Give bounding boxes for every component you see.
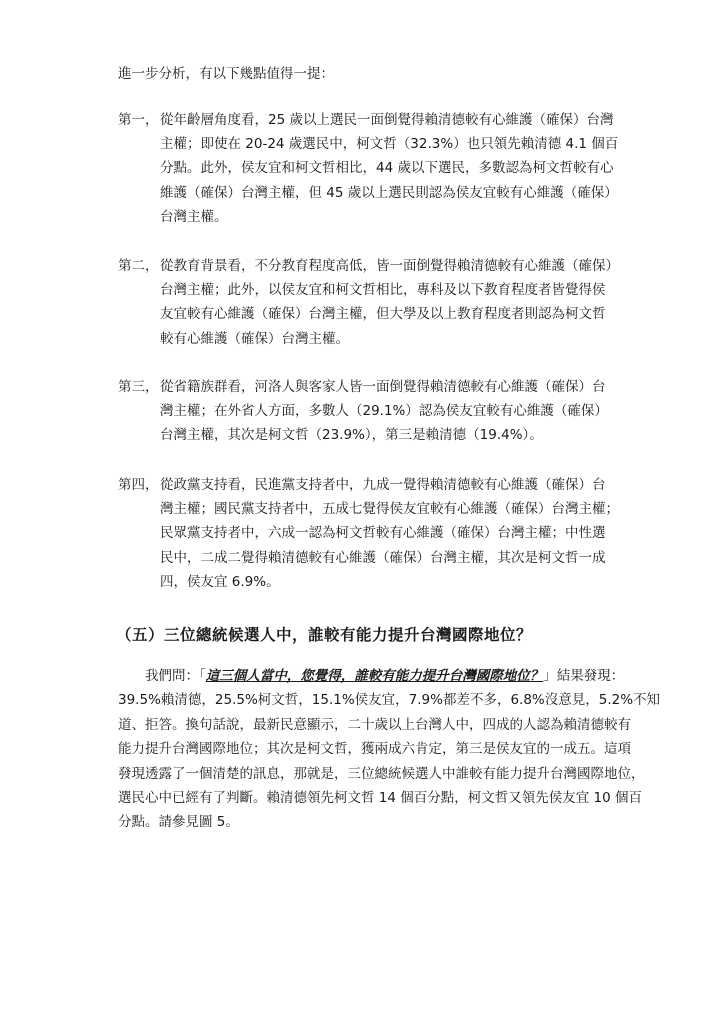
point-line: 民中，二成二覺得賴清德較有心維護（確保）台灣主權，其次是柯文哲一成 <box>160 549 606 566</box>
point-marker: 第一， <box>118 112 159 128</box>
question-suffix: 」結果發現： <box>543 668 625 684</box>
results-line: 道、拒答。換句話說，最新民意顯示，二十歲以上台灣人中，四成的人認為賴清德較有 <box>118 716 631 733</box>
point-marker: 第二， <box>118 258 159 274</box>
point-line: 台灣主權；此外，以侯友宜和柯文哲相比，專科及以下教育程度者皆覺得侯 <box>160 282 606 299</box>
point-line: 民眾黨支持者中，六成一認為柯文哲較有心維護（確保）台灣主權；中性選 <box>160 525 606 542</box>
point-marker: 第三， <box>118 379 159 395</box>
point-line: 台灣主權，其次是柯文哲（23.9%），第三是賴清德（19.4%）。 <box>160 427 543 444</box>
question-prefix: 我們問：「 <box>145 668 206 684</box>
point-line: 從教育背景看，不分教育程度高低，皆一面倒覺得賴清德較有心維護（確保） <box>160 258 619 274</box>
point-4 <box>118 473 648 594</box>
point-line: 從年齡層角度看，25 歲以上選民一面倒覺得賴清德較有心維護（確保）台灣 <box>160 112 614 128</box>
point-2 <box>118 254 648 351</box>
point-line: 台灣主權。 <box>160 208 228 225</box>
point-line: 從政黨支持看，民進黨支持者中，九成一覺得賴清德較有心維護（確保）台 <box>160 477 606 493</box>
results-line: 選民心中已經有了判斷。賴清德領先柯文哲 14 個百分點，柯文哲又領先侯友宜 10 個百 <box>118 790 643 807</box>
results-line: 發現透露了一個清楚的訊息，那就是，三位總統候選人中誰較有能力提升台灣國際地位， <box>118 765 645 782</box>
point-3 <box>118 375 648 448</box>
section-heading: （五）三位總統候選人中，誰較有能力提升台灣國際地位？ <box>116 626 533 644</box>
results-line: 39.5%賴清德，25.5%柯文哲，15.1%侯友宜，7.9%都差不多，6.8%沒意見，5.2%不知 <box>118 692 661 709</box>
results-line: 能力提升台灣國際地位；其次是柯文哲，獲兩成六肯定，第三是侯友宜的一成五。這項 <box>118 741 631 758</box>
point-line: 四，侯友宜 6.9%。 <box>160 573 280 590</box>
point-line: 友宜較有心維護（確保）台灣主權，但大學及以上教育程度者則認為柯文哲 <box>160 306 606 323</box>
point-line: 較有心維護（確保）台灣主權。 <box>160 330 349 347</box>
results-line: 分點。請參見圖 5。 <box>118 814 239 831</box>
point-marker: 第四， <box>118 477 159 493</box>
point-line: 主權；即使在 20-24 歲選民中，柯文哲（32.3%）也只領先賴清德 4.1 個百 <box>160 136 619 153</box>
intro-text: 進一步分析，有以下幾點值得一提： <box>118 66 334 82</box>
point-line: 灣主權；在外省人方面，多數人（29.1%）認為侯友宜較有心維護（確保） <box>160 403 608 420</box>
point-line: 從省籍族群看，河洛人與客家人皆一面倒覺得賴清德較有心維護（確保）台 <box>160 379 606 395</box>
point-1 <box>118 108 648 229</box>
point-line: 灣主權；國民黨支持者中，五成七覺得侯友宜較有心維護（確保）台灣主權； <box>160 501 619 518</box>
point-line: 維護（確保）台灣主權，但 45 歲以上選民則認為侯友宜較有心維護（確保） <box>160 184 618 201</box>
results-first-line <box>118 664 648 688</box>
survey-question: 這三個人當中，您覺得，誰較有能力提升台灣國際地位？ <box>205 668 544 684</box>
point-line: 分點。此外，侯友宜和柯文哲相比，44 歲以下選民，多數認為柯文哲較有心 <box>160 160 614 177</box>
results-paragraph <box>118 664 661 835</box>
